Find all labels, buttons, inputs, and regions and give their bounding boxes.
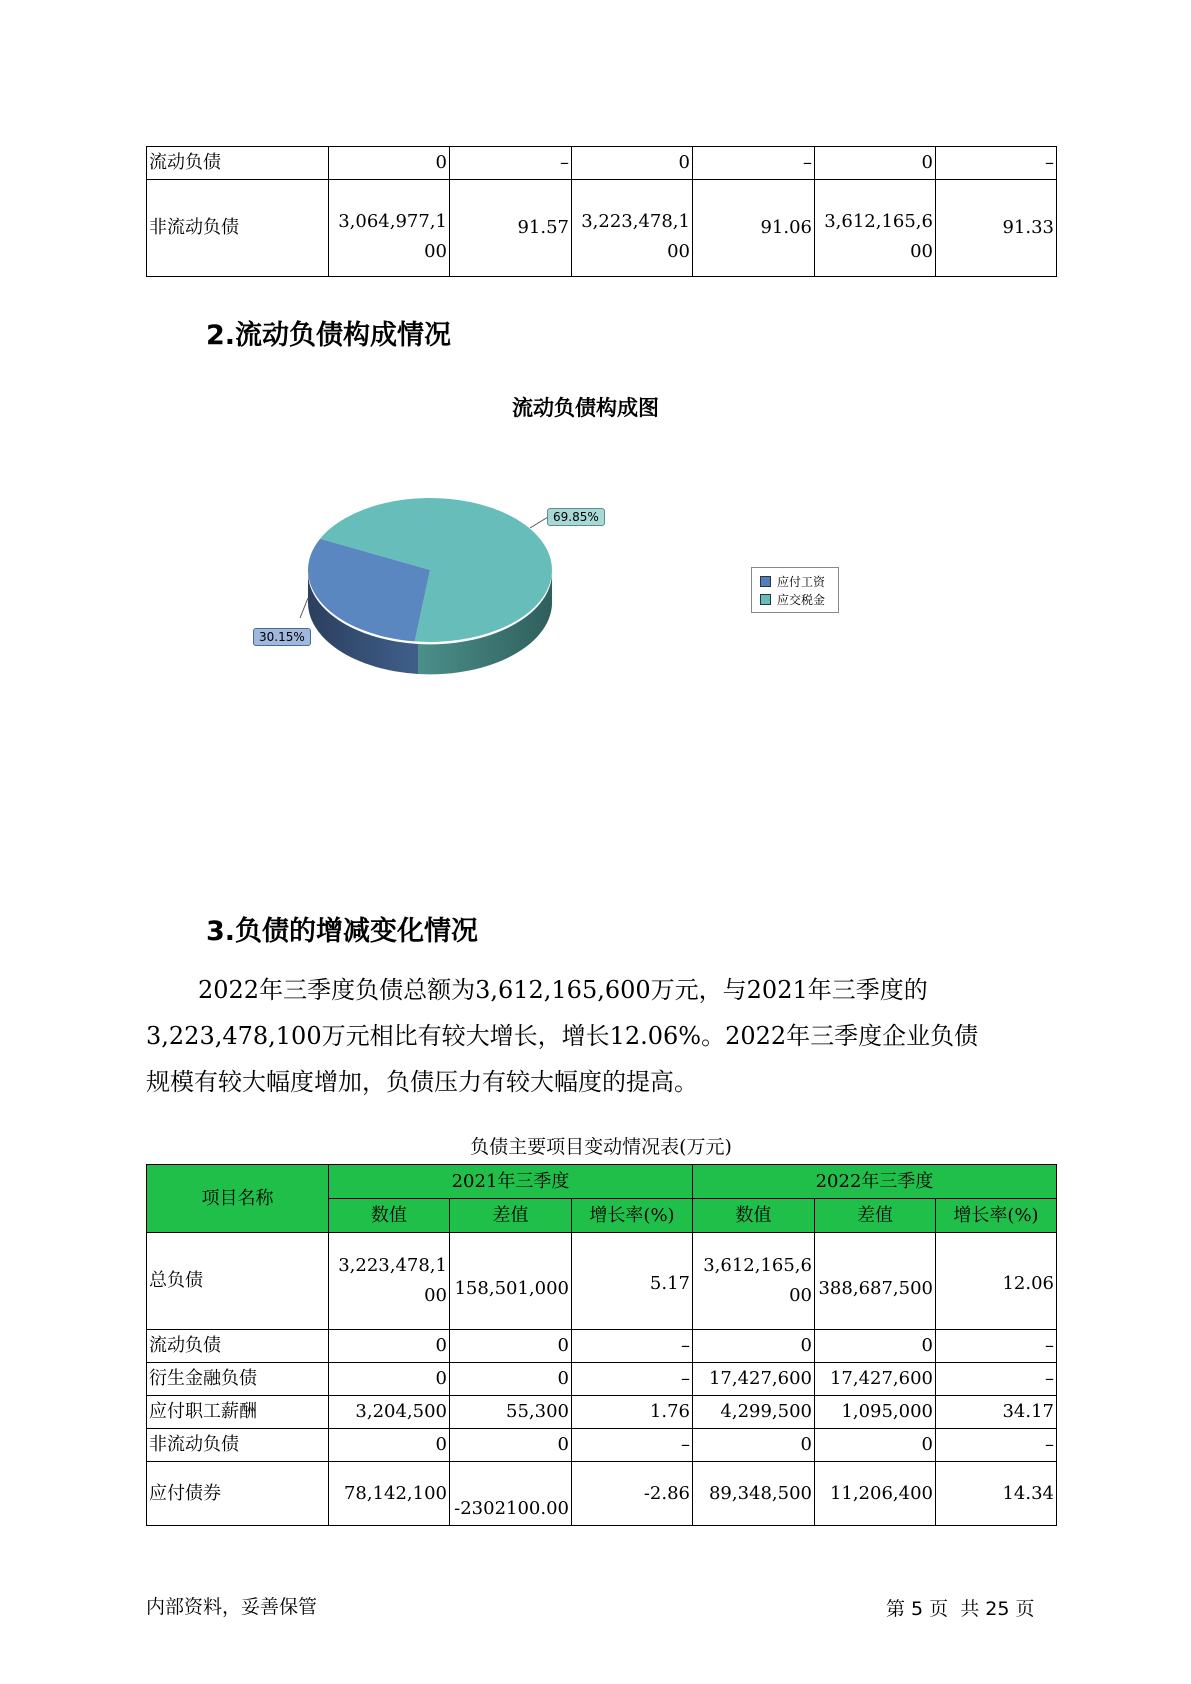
cell: 17,427,600: [815, 1363, 936, 1396]
cell: 158,501,000: [450, 1233, 572, 1330]
cell: 0: [329, 1330, 450, 1363]
paragraph-line: 规模有较大幅度增加，负债压力有较大幅度的提高。: [146, 1068, 698, 1096]
top-table: [146, 146, 1057, 277]
cell: 0: [329, 147, 450, 180]
table-row: [147, 1330, 1057, 1363]
header-group-2021: 2021年三季度: [329, 1165, 693, 1199]
cell: –: [936, 1429, 1057, 1462]
cell: 0: [693, 1429, 815, 1462]
cell: 0: [815, 147, 936, 180]
cell: 78,142,100: [329, 1462, 450, 1526]
row-label: 流动负债: [147, 147, 329, 180]
footer-left: 内部资料，妥善保管: [146, 1596, 318, 1618]
chart-legend: [751, 567, 839, 613]
row-label: 应付职工薪酬: [147, 1396, 329, 1429]
row-label: 衍生金融负债: [147, 1363, 329, 1396]
table-caption: 负债主要项目变动情况表(万元): [470, 1136, 732, 1158]
cell: -2.86: [572, 1462, 693, 1526]
cell: 11,206,400: [815, 1462, 936, 1526]
header-row: [147, 1165, 1057, 1199]
paragraph-line: 3,223,478,100万元相比有较大增长，增长12.06%。2022年三季度企业负债: [146, 1022, 979, 1050]
cell: 3,223,478,100: [572, 180, 693, 277]
header-cell: 差值: [815, 1199, 936, 1233]
table-row: [147, 1363, 1057, 1396]
cell: 3,612,165,600: [815, 180, 936, 277]
section-heading: 3.负债的增减变化情况: [206, 916, 479, 947]
cell: 0: [329, 1363, 450, 1396]
cell: 89,348,500: [693, 1462, 815, 1526]
cell: 91.33: [936, 180, 1057, 277]
table-row: [147, 1233, 1057, 1330]
table-row: [147, 1429, 1057, 1462]
table-row: [147, 180, 1057, 277]
cell: –: [572, 1330, 693, 1363]
pie-label-a: 30.15%: [253, 628, 311, 646]
cell: –: [936, 1363, 1057, 1396]
cell: 4,299,500: [693, 1396, 815, 1429]
table-row: [147, 1396, 1057, 1429]
cell: 0: [450, 1363, 572, 1396]
row-label: 非流动负债: [147, 1429, 329, 1462]
row-label: 流动负债: [147, 1330, 329, 1363]
cell: 1.76: [572, 1396, 693, 1429]
cell: 91.57: [450, 180, 572, 277]
cell: 388,687,500: [815, 1233, 936, 1330]
cell: 34.17: [936, 1396, 1057, 1429]
header-cell: 增长率(%): [572, 1199, 693, 1233]
header-cell: 增长率(%): [936, 1199, 1057, 1233]
cell: 0: [450, 1330, 572, 1363]
legend-swatch: [760, 594, 771, 605]
cell: 12.06: [936, 1233, 1057, 1330]
legend-label: 应付工资: [777, 574, 826, 589]
cell: 17,427,600: [693, 1363, 815, 1396]
cell: 0: [450, 1429, 572, 1462]
cell: –: [693, 147, 815, 180]
table-row: [147, 147, 1057, 180]
legend-item: [760, 572, 830, 590]
chart-title: 流动负债构成图: [512, 396, 659, 420]
legend-item: [760, 590, 830, 608]
row-label: 应付债券: [147, 1462, 329, 1526]
cell: 5.17: [572, 1233, 693, 1330]
row-label: 非流动负债: [147, 180, 329, 277]
cell: –: [936, 147, 1057, 180]
row-label: 总负债: [147, 1233, 329, 1330]
cell: 0: [815, 1330, 936, 1363]
legend-label: 应交税金: [777, 592, 826, 607]
cell: 0: [693, 1330, 815, 1363]
cell: 3,223,478,100: [329, 1233, 450, 1330]
page-number: 第 5 页 共 25 页: [886, 1598, 1035, 1620]
cell: –: [572, 1363, 693, 1396]
cell: 3,204,500: [329, 1396, 450, 1429]
pie-label-b: 69.85%: [547, 508, 605, 526]
paragraph-line: 2022年三季度负债总额为3,612,165,600万元，与2021年三季度的: [198, 976, 928, 1004]
legend-swatch: [760, 576, 771, 587]
cell: 0: [329, 1429, 450, 1462]
cell: -2302100.00: [450, 1462, 572, 1526]
cell: 91.06: [693, 180, 815, 277]
cell: 0: [572, 147, 693, 180]
table-row: [147, 1462, 1057, 1526]
header-cell: 数值: [329, 1199, 450, 1233]
cell: 14.34: [936, 1462, 1057, 1526]
cell: 3,612,165,600: [693, 1233, 815, 1330]
cell: –: [936, 1330, 1057, 1363]
header-group-2022: 2022年三季度: [693, 1165, 1057, 1199]
header-item-name: 项目名称: [147, 1165, 329, 1233]
cell: 1,095,000: [815, 1396, 936, 1429]
liability-change-table: [146, 1164, 1057, 1526]
leader-line: [300, 598, 308, 618]
header-cell: 差值: [450, 1199, 572, 1233]
leader-line: [530, 517, 548, 528]
cell: 55,300: [450, 1396, 572, 1429]
pie-chart: [240, 470, 570, 690]
cell: –: [450, 147, 572, 180]
cell: –: [572, 1429, 693, 1462]
header-cell: 数值: [693, 1199, 815, 1233]
cell: 3,064,977,100: [329, 180, 450, 277]
body-paragraph: [146, 967, 1046, 1105]
cell: 0: [815, 1429, 936, 1462]
section-heading: 2.流动负债构成情况: [206, 320, 452, 351]
